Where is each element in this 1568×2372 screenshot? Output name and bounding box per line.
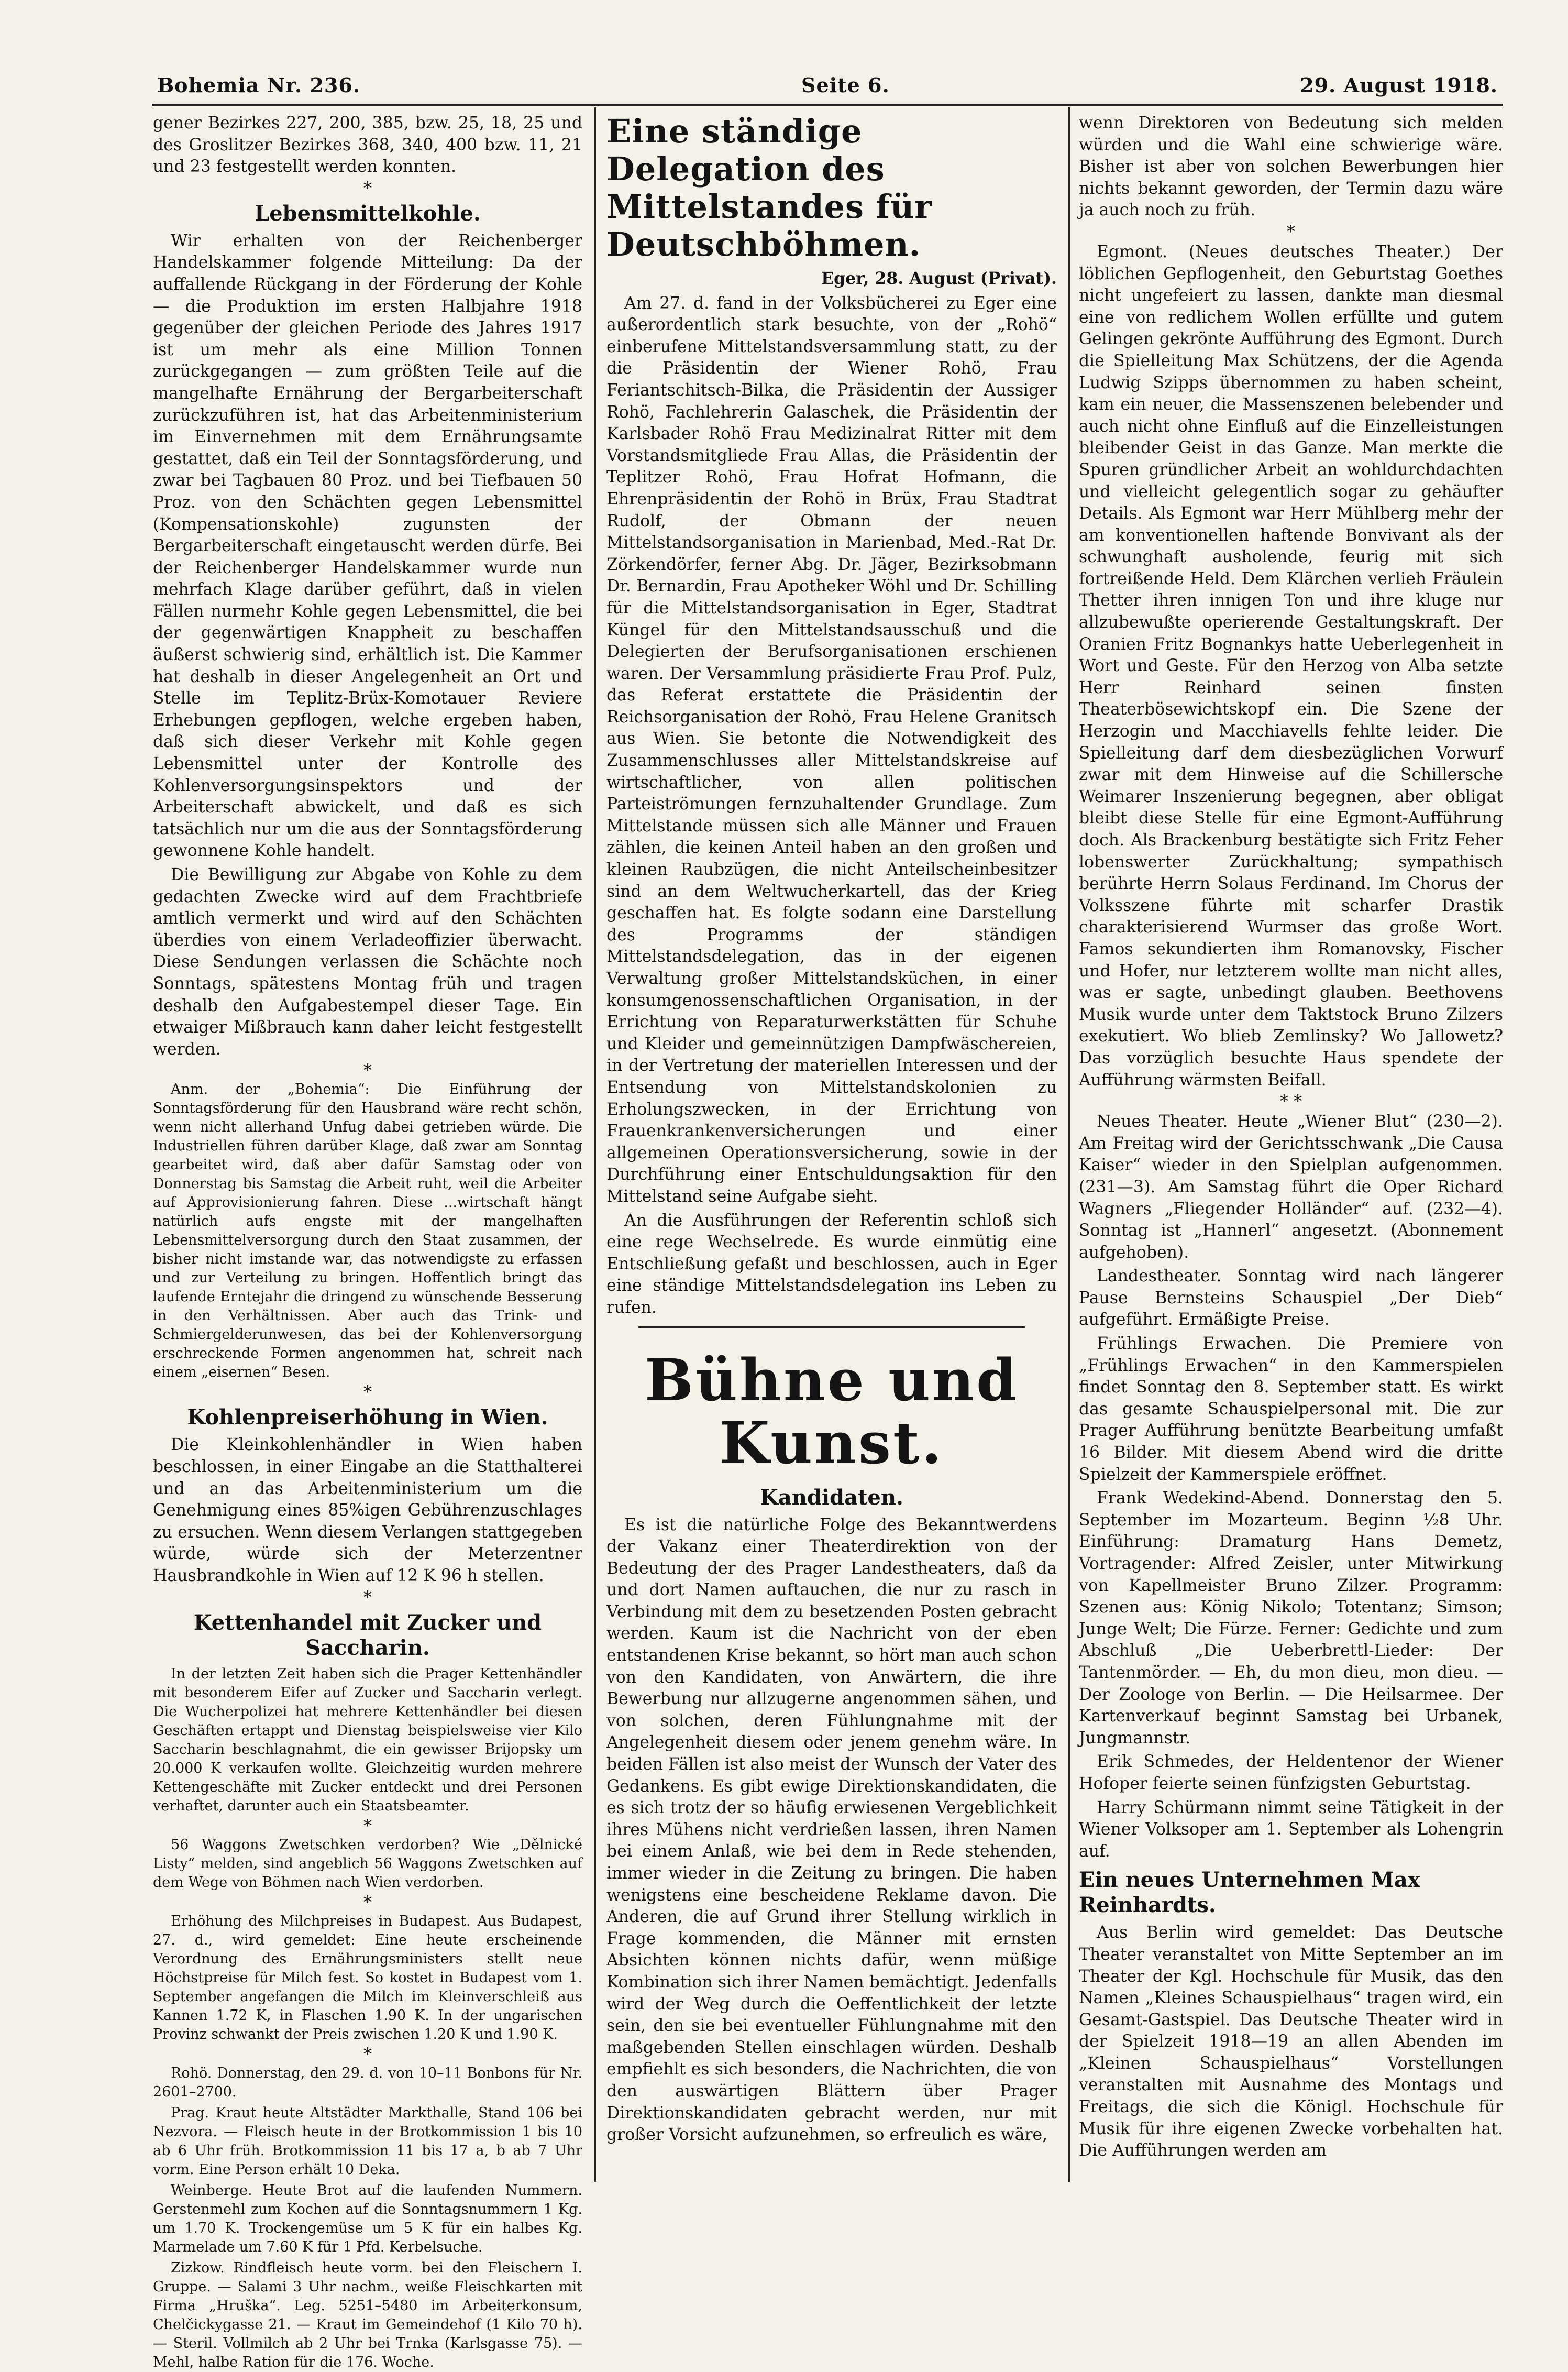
article-kohlenpreiserhoehung: Die Kleinkohlenhändler in Wien haben beschlossen, in einer Eingabe an die Statthalterei und an das Arbeitenministerium um die Genehmigung eines 85%igen Gebührenzuschlages zu ersuchen. Wenn diesem Verlangen stattgegeben würde, würde sich der Meterzentner Hausbrandkohle in Wien auf 12 K 96 h stellen. <box>153 1435 582 1585</box>
dateline-eger: Eger, 28. August (Privat). <box>821 269 1057 288</box>
heading-kohlenpreiserhoehung: Kohlenpreiserhöhung in Wien. <box>187 1405 548 1430</box>
separator-star: * <box>363 1587 372 1607</box>
notice-fruehlings-erwachen: Frühlings Erwachen. Die Premiere von „Frühlings Erwachen“ in den Kammerspielen findet Sonntag den 8. September statt. Es wirkt das gesamte Schauspielpersonal mit. Die zur Prager Aufführung benützte Bearbeitung umfaßt 16 Bilder. Mit diesem Abend wird die dritte Spielzeit der Kammerspiele eröffnet. <box>1079 1334 1503 1484</box>
article-kandidaten-continued: wenn Direktoren von Bedeutung sich melden würden und die Wahl eine schwierige wäre. Bisher ist aber von solchen Bewerbungen hier nichts bekannt geworden, der Termin dazu wäre ja auch noch zu früh. <box>1079 114 1503 220</box>
article-waggons: 56 Waggons Zwetschken verdorben? Wie „Dělnické Listy“ melden, sind angeblich 56 Waggons Zwetschken auf dem Wege von Böhmen nach Wien verdorben. <box>153 1836 582 1891</box>
article-lebensmittelkohle-p1: Wir erhalten von der Reichenberger Handelskammer folgende Mitteilung: Da der auffallende Rückgang in der Förderung der Kohle — die Produktion im ersten Halbjahre 1918 gegenüber der gleichen Periode des Jahres 1917 ist um mehr als eine Million Tonnen zurückgegangen — zum größten Teile auf die mangelhafte Ernährung der Bergarbeiterschaft zurückzuführen ist, hat das Arbeitenministerium im Einvernehmen mit dem Ernährungsamte gestattet, daß ein Teil der Sonntagsförderung, und zwar bei Tagbauen 80 Proz. und bei Tiefbauen 50 Proz. von den Schächten gegen Lebensmittel (Kompensationskohle) zugunsten der Bergarbeiterschaft eingetauscht werden dürfe. Bei der Reichenberger Handelskammer wurde nun mehrfach Klage darüber geführt, daß in vielen Fällen nurmehr Kohle gegen Lebensmittel, die bei der gegenwärtigen Knappheit zu beschaffen äußerst schwierig sind, erhältlich ist. Die Kammer hat deshalb in dieser Angelegenheit an Ort und Stelle im Teplitz-Brüx-Komotauer Reviere Erhebungen gepflogen, welche ergeben haben, daß sich dieser Verkehr mit Kohle gegen Lebensmittel unter der Kontrolle des Kohlenversorgungsinspektors und der Arbeiterschaft abwickelt, und daß es sich tatsächlich nur um die aus der Sonntagsförderung gewonnene Kohle handelt. <box>153 231 582 861</box>
section-heading-buehne-und-kunst: Bühne und Kunst. <box>644 1346 1019 1477</box>
notice-landestheater: Landestheater. Sonntag wird nach längerer Pause Bernsteins Schauspiel „Der Dieb“ aufgeführt. Ermäßigte Preise. <box>1079 1267 1503 1330</box>
heading-reinhardt: Ein neues Unternehmen Max Reinhardts. <box>1079 1868 1420 1918</box>
separator-star: * <box>1287 221 1295 241</box>
column-1 <box>153 113 582 2370</box>
separator-star: * <box>363 1382 372 1402</box>
article-reinhardt: Aus Berlin wird gemeldet: Das Deutsche Theater veranstaltet von Mitte September an im Theater der Kgl. Hochschule für Musik, das den Namen „Kleines Schauspielhaus“ tragen wird, ein Gesamt-Gastspiel. Das Deutsche Theater wird in der Spielzeit 1918—19 an allen Abenden im „Kleinen Schauspielhaus“ Vorstellungen veranstalten mit Ausnahme des Montags und Freitags, die sich die Königl. Hochschule für Musik für ihre eigenen Zwecke vorbehalten hat. Die Aufführungen werden am <box>1079 1923 1503 2160</box>
article-delegation-p1: Am 27. d. fand in der Volksbücherei zu Eger eine außerordentlich stark besuchte, von der „Rohö“ einberufene Mittelstandsversammlung statt, zu der die Präsidentin der Wiener Rohö, Frau Feriantschitsch-Bilka, die Präsidentin der Aussiger Rohö, Fachlehrerin Galaschek, die Präsidentin der Karlsbader Rohö Frau Medizinalrat Ritter mit dem Vorstandsmitgliede Frau Allas, die Präsidentin der Teplitzer Rohö, Frau Hofrat Hofmann, die Ehrenpräsidentin der Rohö in Brüx, Frau Stadtrat Rudolf, der Obmann der neuen Mittelstandsorganisation in Marienbad, Med.-Rat Dr. Zörkendörfer, ferner Abg. Dr. Jäger, Bezirksobmann Dr. Bernardin, Frau Apotheker Wöhl und Dr. Schilling für die Mittelstandsorganisation in Eger, Stadtrat Küngel für den Mittelstandsausschuß und die Delegierten der Berufsorganisationen erschienen waren. Der Versammlung präsidierte Frau Prof. Pulz, das Referat erstattete die Präsidentin der Reichsorganisation der Rohö, Frau Helene Granitsch aus Wien. Sie betonte die Notwendigkeit des Zusammenschlusses aller Mittelstandskreise auf wirtschaftlicher, von allen politischen Parteiströmungen fernzuhaltender Grundlage. Zum Mittelstande müssen sich alle Männer und Frauen zählen, die keinen Anteil haben an den großen und kleinen Raubzügen, die nicht Anteilscheinbesitzer sind an dem Weltwucherkartell, das der Krieg geschaffen hat. Es folgte sodann eine Darstellung des Programms der ständigen Mittelstandsdelegation, das in der eigenen Verwaltung großer Mittelstandsküchen, in einer konsumgenossenschaftlichen Organisation, in der Errichtung von Reparaturwerkstätten für Schuhe und Kleider und gemeinnützigen Dampfwäschereien, in der Vertretung der materiellen Interessen und der Entsendung von Mittelstandskolonien zu Erholungszwecken, in der Errichtung von Frauenkrankenversicherungen und einer allgemeinen Operationsversicherung, sowie in der Durchführung einer Entschuldungsaktion für den Mittelstand seine Aufgabe sieht. <box>606 293 1057 1206</box>
header-rule <box>152 104 1503 106</box>
heading-delegation: Eine ständige Delegation des Mittelstandes für Deutschböhmen. <box>606 112 932 263</box>
article-milchpreis: Erhöhung des Milchpreises in Budapest. Aus Budapest, 27. d., wird gemeldet: Eine heute erscheinende Verordnung des Ernährungsministers stellt neue Höchstpreise für Milch fest. So kostet in Budapest vom 1. September angefangen die Milch im Kleinverschleiß aus Kannen 1.72 K, in Flaschen 1.90 K. In der ungarischen Provinz schwankt der Preis zwischen 1.20 K und 1.90 K. <box>153 1913 582 2042</box>
separator-star: * <box>363 1892 372 1912</box>
article-continued-text: gener Bezirkes 227, 200, 385, bzw. 25, 18, 25 und des Groslitzer Bezirkes 368, 340, 400 bzw. 11, 21 und 23 festgestellt werden konnten. <box>153 114 582 177</box>
separator-star: * <box>363 1815 372 1836</box>
separator-star: * <box>363 178 372 198</box>
article-delegation-p2: An die Ausführungen der Referentin schloß sich eine rege Wechselrede. Es wurde einmütig eine Entschließung gefaßt und beschlossen, auch in Eger eine ständige Mittelstandsdelegation ins Leben zu rufen. <box>606 1211 1057 1317</box>
column-divider-1 <box>594 107 596 2182</box>
editorial-note: Anm. der „Bohemia“: Die Einführung der Sonntagsförderung für den Hausbrand wäre recht schön, wenn nicht allerhand Unfug dabei getrieben würde. Die Industriellen führen darüber Klage, daß zwar am Sonntag gearbeitet wird, daß aber dafür Samstag oder von Donnerstag bis Samstag die Arbeit ruht, weil die Arbeiter auf Approvisionierung fahren. Diese ...wirtschaft hängt natürlich aufs engste mit der mangelhaften Lebensmittelversorgung durch den Staat zusammen, der bisher nicht imstande war, das notwendigste zu erfassen und zur Verteilung zu bringen. Hoffentlich bringt das laufende Erntejahr die dringend zu wünschende Besserung in den Verhältnissen. Aber auch das Trink- und Schmiergelderunwesen, das bei der Kohlenversorgung erschreckende Formen angenommen hat, schreit nach einem „eisernen“ Besen. <box>153 1081 582 1381</box>
article-kandidaten: Es ist die natürliche Folge des Bekanntwerdens der Vakanz einer Theaterdirektion von der Bedeutung der des Prager Landestheaters, daß da und dort Namen auftauchen, die nur zu rasch in Verbindung mit dem zu besetzenden Posten gebracht werden. Kaum ist die Nachricht von der eben entstandenen Krise bekannt, so hört man auch schon von den Kandidaten, von Anwärtern, die ihre Bewerbung nur allzugerne angenommen sähen, und von solchen, deren Fühlungnahme mit der Angelegenheit diesem oder jenem genehm wäre. In beiden Fällen ist also meist der Wunsch der Vater des Gedankens. Es gibt ewige Direktionskandidaten, die es sich trotz der so häufig erwiesenen Vergeblichkeit ihres Mühens nicht verdrießen lassen, ihren Namen bei einem Anlaß, wie bei dem in Rede stehenden, immer wieder in die Zeitung zu bringen. Die haben wenigstens eine bescheidene Reklame davon. Die Anderen, die auf Grund ihrer Stellung wirklich in Frage kommenden, die Männer mit ernsten Absichten können nichts dafür, wenn müßige Kombination sich ihrer Namen bemächtigt. Jedenfalls wird der Weg durch die Oeffentlichkeit der letzte sein, den sie bei eventueller Fühlungnahme mit den maßgebenden Stellen einschlagen würden. Deshalb empfiehlt es sich besonders, die Nachrichten, die von den auswärtigen Blättern über Prager Direktionskandidaten gebracht werden, nur mit großer Vorsicht aufzunehmen, so erfreulich es wäre, <box>606 1515 1057 2145</box>
notice-neues-theater: Neues Theater. Heute „Wiener Blut“ (230—2). Am Freitag wird der Gerichtsschwank „Die Causa Kaiser“ wieder in den Spielplan aufgenommen. (231—3). Am Samstag führt die Oper Richard Wagners „Fliegender Holländer“ auf. (232—4). Sonntag ist „Hannerl“ angesetzt. (Abonnement aufgehoben). <box>1079 1112 1503 1262</box>
column-2 <box>606 113 1057 2187</box>
review-egmont: Egmont. (Neues deutsches Theater.) Der löblichen Gepflogenheit, den Geburtstag Goethes nicht ungefeiert zu lassen, dankte man diesmal eine von redlichem Wollen erfüllte und gutem Gelingen gekrönte Aufführung des Egmont. Durch die Spielleitung Max Schützens, der die Agenda Ludwig Szipps übernommen zu haben scheint, kam ein neuer, die Massenszenen belebender und auch nicht ohne Einfluß auf die Einzelleistungen bleibender Geist in das Ganze. Man merkte die Spuren gründlicher Arbeit an wohldurchdachten und vielleicht gelegentlich sogar zu gehäufter Details. Als Egmont war Herr Mühlberg mehr der am konventionellen haftende Bonvivant als der schwunghaft ausholende, feurig mit sich fortreißende Held. Dem Klärchen verlieh Fräulein Thetter ihren innigen Ton und ihre kluge nur allzubewußte operierende Gestaltungskraft. Der Oranien Fritz Bognankys hatte Ueberlegenheit in Wort und Geste. Für den Herzog von Alba setzte Herr Reinhard seinen finsten Theaterbösewichtskopf ein. Die Szene der Herzogin und Macchiavells fehlte leider. Die Spielleitung darf dem diesbezüglichen Vorwurf zwar mit dem Hinweise auf die Schillersche Weimarer Inszenierung begegnen, aber obligat bleibt diese Stelle für eine Egmont-Aufführung doch. Als Brackenburg bestätigte sich Fritz Feher lobenswerter Zurückhaltung; sympathisch berührte Herrn Solaus Ferdinand. Im Chorus der Volksszene führte mit scharfer Drastik charakterisierend Wurmser das große Wort. Famos sekundierten ihm Romanovsky, Fischer und Hofer, nur letzterem wollte man nicht alles, was er sagte, unbedingt glauben. Beethovens Musik wurde unter dem Taktstock Bruno Zilzers exekutiert. Wo blieb Zemlinsky? Wo Jallowetz? Das vorzüglich besuchte Haus spendete der Aufführung wärmsten Beifall. <box>1079 242 1503 1090</box>
separator-double-star: * * <box>1279 1091 1302 1112</box>
notice-schmedes: Erik Schmedes, der Heldentenor der Wiener Hofoper feierte seinen fünfzigsten Geburtstag. <box>1079 1752 1503 1793</box>
notice-wedekind-abend: Frank Wedekind-Abend. Donnerstag den 5. September im Mozarteum. Beginn ½8 Uhr. Einführung: Dramaturg Hans Demetz, Vortragender: Alfred Zeisler, unter Mitwirkung von Kapellmeister Bruno Zilzer. Programm: Szenen aus: König Nikolo; Totentanz; Simson; Junge Welt; Die Fürze. Ferner: Gedichte und zum Abschluß „Die Ueberbrettl-Lieder: Der Tantenmörder. — Eh, du mon dieu, mon dieu. — Der Zoologe von Berlin. — Die Heilsarmee. Der Kartenverkauf beginnt Samstag bei Urbanek, Jungmannstr. <box>1079 1489 1503 1748</box>
separator-star: * <box>363 1060 372 1081</box>
heading-kettenhandel: Kettenhandel mit Zucker und Saccharin. <box>193 1610 542 1660</box>
article-lebensmittelkohle-p2: Die Bewilligung zur Abgabe von Kohle zu dem gedachten Zwecke wird auf dem Frachtbriefe amtlich vermerkt und wird auf den Schächten überdies von einem Verladeoffizier überwacht. Diese Sendungen verlassen die Schächte noch Sonntags, spätestens Montag früh und tragen deshalb den Aufgabestempel dieser Tage. Ein etwaiger Mißbrauch kann daher leicht festgestellt werden. <box>153 865 582 1059</box>
header-page-number: Seite 6. <box>801 73 890 97</box>
heading-kandidaten: Kandidaten. <box>760 1485 903 1510</box>
header-issue: Bohemia Nr. 236. <box>157 73 361 97</box>
page-header <box>157 73 1498 100</box>
heading-lebensmittelkohle: Lebensmittelkohle. <box>255 201 481 226</box>
separator-star: * <box>363 2044 372 2064</box>
header-date: 29. August 1918. <box>1300 73 1498 97</box>
section-rule <box>638 1326 1025 1328</box>
notice-zizkow: Zizkow. Rindfleisch heute vorm. bei den Fleischern I. Gruppe. — Salami 3 Uhr nachm., weiße Fleischkarten mit Firma „Hruška“. Leg. 5251–5480 im Arbeiterkonsum, Chelčickygasse 21. — Kraut im Gemeindehof (1 Kilo 70 h). — Steril. Vollmilch ab 2 Uhr bei Trnka (Karlsgasse 75). — Mehl, halbe Ration für die 176. Woche. <box>153 2259 582 2370</box>
notice-schuermann: Harry Schürmann nimmt seine Tätigkeit in der Wiener Volksoper am 1. September als Lohengrin auf. <box>1079 1798 1503 1861</box>
notice-weinberge: Weinberge. Heute Brot auf die laufenden Nummern. Gerstenmehl zum Kochen auf die Sonntagsnummern 1 Kg. um 1.70 K. Trockengemüse um 5 K für ein halbes Kg. Marmelade um 7.60 K für 1 Pfd. Kerbelsuche. <box>153 2182 582 2255</box>
notice-rohoe: Rohö. Donnerstag, den 29. d. von 10–11 Bonbons für Nr. 2601–2700. <box>153 2064 582 2100</box>
column-divider-2 <box>1068 107 1070 2182</box>
column-3 <box>1079 113 1503 2187</box>
article-kettenhandel: In der letzten Zeit haben sich die Prager Kettenhändler mit besonderem Eifer auf Zucker und Saccharin verlegt. Die Wucherpolizei hat mehrere Kettenhändler bei diesen Geschäften ertappt und Dienstag beispielsweise vier Kilo Saccharin beschlagnahmt, die ein gewisser Brijopsky um 20.000 K verkaufen wollte. Gleichzeitig wurden mehrere Kettengeschäfte mit Zucker entdeckt und drei Personen verhaftet, darunter auch ein Staatsbeamter. <box>153 1665 582 1814</box>
notice-prag: Prag. Kraut heute Altstädter Markthalle, Stand 106 bei Nezvora. — Fleisch heute in der Brotkommission 1 bis 10 ab 6 Uhr früh. Brotkommission 11 bis 17 a, b ab 7 Uhr vorm. Eine Person erhält 10 Deka. <box>153 2104 582 2178</box>
